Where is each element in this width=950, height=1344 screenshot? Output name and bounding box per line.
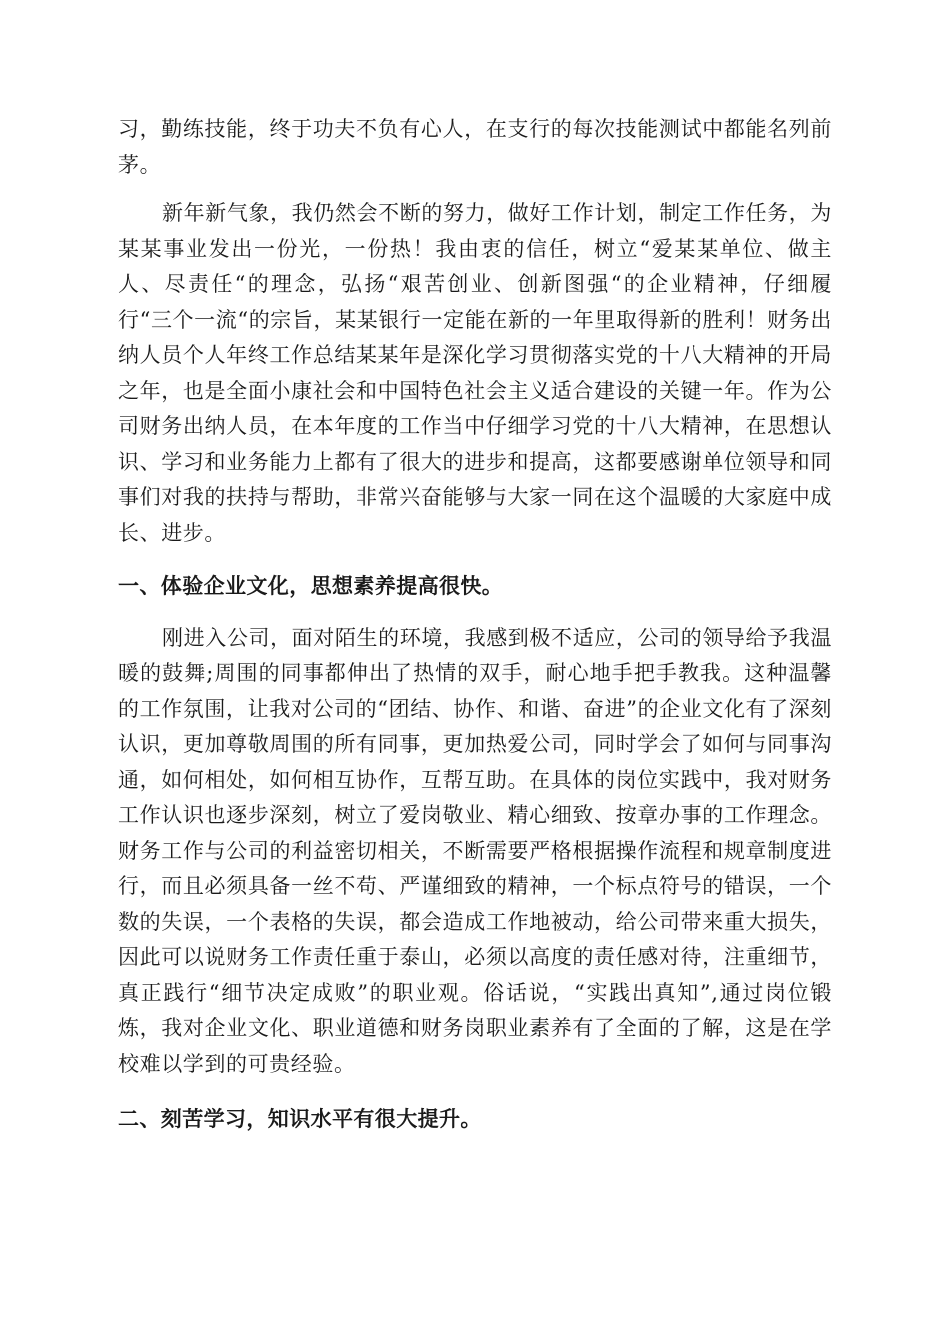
- section-heading-2: 二、刻苦学习，知识水平有很大提升。: [118, 1107, 482, 1131]
- document-body: [118, 112, 832, 1138]
- paragraph-new-year: 新年新气象，我仍然会不断的努力，做好工作计划，制定工作任务，为某某事业发出一份光，一份热！我由衷的信任，树立“爱某某单位、做主人、尽责任“的理念，弘扬“艰苦创业、创新图强“的企业精神，仔细履行“三个一流“的宗旨，某某银行一定能在新的一年里取得新的胜利！财务出纳人员个人年终工作总结某某年是深化学习贯彻落实党的十八大精神的开局之年，也是全面小康社会和中国特色社会主义适合建设的关键一年。作为公司财务出纳人员，在本年度的工作当中仔细学习党的十八大精神，在思想认识、学习和业务能力上都有了很大的进步和提高，这都要感谢单位领导和同事们对我的扶持与帮助，非常兴奋能够与大家一同在这个温暖的大家庭中成长、进步。: [118, 201, 832, 545]
- paragraph-corporate-culture: 刚进入公司，面对陌生的环境，我感到极不适应，公司的领导给予我温暖的鼓舞;周围的同事都伸出了热情的双手，耐心地手把手教我。这种温馨的工作氛围，让我对公司的“团结、协作、和谐、奋进”的企业文化有了深刻认识，更加尊敬周围的所有同事，更加热爱公司，同时学会了如何与同事沟通，如何相处，如何相互协作，互帮互助。在具体的岗位实践中，我对财务工作认识也逐步深刻，树立了爱岗敬业、精心细致、按章办事的工作理念。财务工作与公司的利益密切相关，不断需要严格根据操作流程和规章制度进行，而且必须具备一丝不苟、严谨细致的精神，一个标点符号的错误，一个数的失误，一个表格的失误，都会造成工作地被动，给公司带来重大损失，因此可以说财务工作责任重于泰山，必须以高度的责任感对待，注重细节，真正践行“细节决定成败”的职业观。俗话说，“实践出真知”,通过岗位锻炼，我对企业文化、职业道德和财务岗职业素养有了全面的了解，这是在学校难以学到的可贵经验。: [118, 625, 832, 1076]
- section-heading-1: 一、体验企业文化，思想素养提高很快。: [118, 574, 504, 598]
- paragraph-continuation: 习，勤练技能，终于功夫不负有心人，在支行的每次技能测试中都能名列前茅。: [118, 117, 832, 177]
